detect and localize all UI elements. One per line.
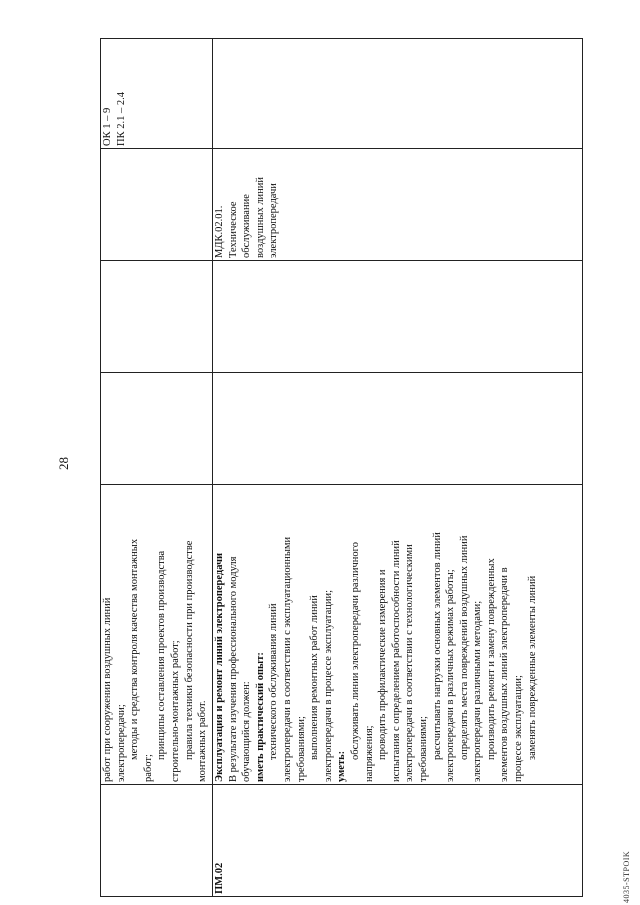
footer-mark: 4035-STPOIK: [622, 850, 631, 903]
text-line: обучающийся должен:: [241, 681, 253, 782]
mdk-line: Техническое: [227, 201, 239, 258]
text-line: электропередачи различными методами;: [472, 600, 484, 782]
mdk-line: электропередачи: [268, 183, 280, 258]
text-line: правила техники безопасности при производстве: [183, 540, 195, 760]
text-line: обслуживать линии электропередачи различного: [349, 542, 361, 760]
curriculum-table: [100, 38, 583, 897]
competency-line: ОК 1 – 9: [102, 107, 113, 146]
text-line: рассчитывать нагрузки основных элементов линий: [431, 532, 443, 760]
text-line: монтажных работ.: [197, 700, 209, 782]
mdk-line: обслуживание: [241, 194, 253, 258]
text-line: требованиями;: [295, 716, 307, 782]
content-cell: [101, 485, 213, 785]
text-line: заменять поврежденные элементы линий: [526, 575, 538, 760]
page-number: 28: [56, 457, 71, 470]
text-line: электропередачи;: [115, 704, 127, 782]
text-line: испытания с определением работоспособности линий: [390, 540, 402, 782]
text-line: электропередачи в соответствии с эксплуатационными: [281, 536, 293, 782]
text-line: принципы составления проектов производства: [156, 550, 168, 760]
text-line: работ при сооружении воздушных линий: [102, 597, 113, 782]
mdk-line: воздушных линий: [254, 176, 266, 258]
text-line: технического обслуживания линий: [268, 603, 280, 760]
content-lines: [101, 487, 210, 782]
text-line: электропередачи в процессе эксплуатации;: [322, 589, 334, 782]
text-line: электропередачи в различных режимах работы;: [445, 569, 457, 782]
content-lines: [213, 487, 539, 782]
content-cell: [213, 485, 583, 785]
text-line: процессе эксплуатации;: [513, 675, 525, 782]
text-line: методы и средства контроля качества монтажных: [129, 538, 141, 760]
mdk-cell: [213, 149, 583, 261]
text-line: элементов воздушных линий электропередачи в: [499, 567, 511, 782]
competency-cell: [101, 39, 213, 149]
text-line: производить ремонт и замену поврежденных: [485, 558, 497, 760]
text-line: работ;: [142, 754, 154, 782]
text-line: требованиями;: [417, 716, 429, 782]
empty-cell: [213, 39, 583, 149]
text-line: строительно-монтажных работ;: [169, 640, 181, 782]
table-row: [101, 39, 213, 897]
competency-lines: [101, 41, 128, 146]
mdk-lines: [213, 151, 281, 258]
code-cell: [101, 785, 213, 897]
text-line: Эксплуатация и ремонт линий электропередачи: [214, 552, 225, 782]
text-line: иметь практический опыт:: [254, 652, 266, 782]
empty-cell: [101, 261, 213, 373]
table-row: [213, 39, 583, 897]
text-line: В результате изучения профессионального модуля: [227, 556, 239, 782]
text-line: электропередачи в соответствии с технологическими: [404, 544, 416, 782]
empty-cell: [101, 149, 213, 261]
text-line: определять места повреждений воздушных линий: [458, 535, 470, 760]
module-code: ПМ.02: [213, 785, 583, 897]
text-line: выполнения ремонтных работ линий: [309, 595, 321, 760]
competency-line: ПК 2.1 – 2.4: [115, 92, 127, 146]
text-line: проводить профилактические измерения и: [377, 569, 389, 760]
empty-cell: [101, 373, 213, 485]
empty-cell: [213, 261, 583, 373]
mdk-line: МДК.02.01.: [214, 205, 225, 258]
empty-cell: [213, 373, 583, 485]
text-line: напряжения;: [363, 725, 375, 782]
text-line: уметь:: [336, 750, 348, 782]
